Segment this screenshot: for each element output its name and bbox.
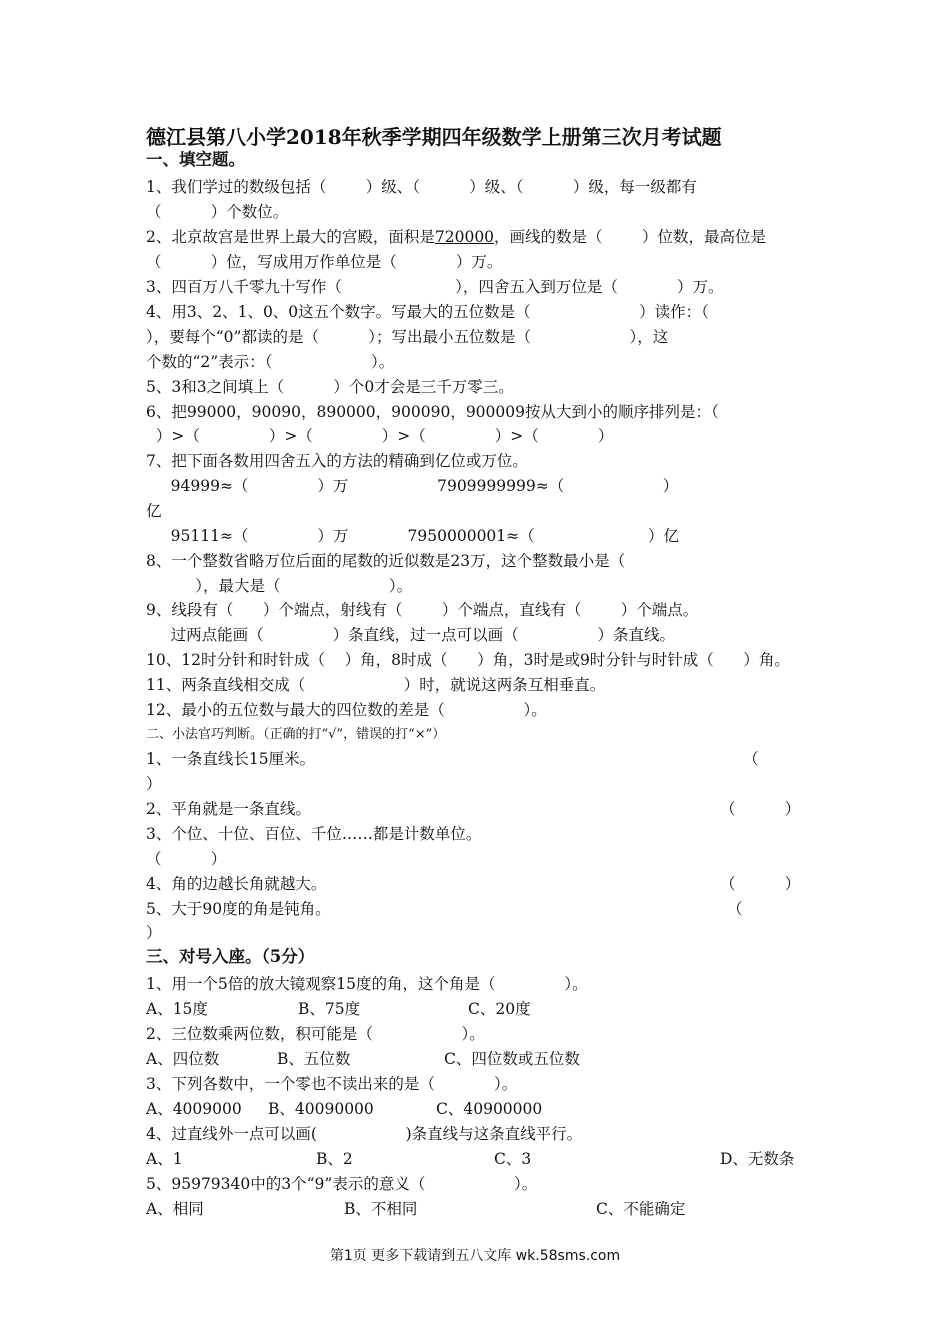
section3-heading: 三、对号入座。（5分） xyxy=(146,947,315,966)
judge-item-1-paren-close: ） xyxy=(146,775,162,793)
judge-item-3-paren: （ ） xyxy=(146,850,227,868)
q7-line1: 7、把下面各数用四舍五入的方法的精确到亿位或万位。 xyxy=(146,452,528,470)
q2-line1 xyxy=(146,227,766,247)
q10-line: 10、12时分针和时针成（ ）角，8时成（ ）角，3时是或9时分针与时针成（ ）角。 xyxy=(146,651,790,669)
q9-line2: 过两点能画（ ）条直线，过一点可以画（ ）条直线。 xyxy=(146,626,675,644)
choice-q2: 2、三位数乘两位数，积可能是（ ）。 xyxy=(146,1025,485,1043)
q1-line1: 1、我们学过的数级包括（ ）级、（ ）级、（ ）级，每一级都有 xyxy=(146,178,697,196)
q7-line4: 95111≈（ ）万 7950000001≈（ ）亿 xyxy=(146,527,679,545)
section1-heading: 一、填空题。 xyxy=(146,150,245,169)
judge-item-1: 1、一条直线长15厘米。 xyxy=(146,750,316,768)
choice-q5: 5、95979340中的3个“9”表示的意义（ ）。 xyxy=(146,1175,538,1193)
choice-q5-option-a: A、相同 xyxy=(146,1200,204,1218)
q4-line3: 个数的“2”表示：（ ）。 xyxy=(146,353,395,371)
judge-item-4-paren: （ ） xyxy=(720,875,801,893)
choice-q1-option-c: C、20度 xyxy=(468,1000,531,1018)
page-footer: 第1页 更多下载请到五八文库 wk.58sms.com xyxy=(329,1248,621,1264)
choice-q4-option-c: C、3 xyxy=(494,1150,532,1168)
choice-q3: 3、下列各数中，一个零也不读出来的是（ ）。 xyxy=(146,1075,518,1093)
choice-q3-option-a: A、4009000 xyxy=(146,1100,242,1118)
q12-line: 12、最小的五位数与最大的四位数的差是（ ）。 xyxy=(146,701,547,719)
judge-item-5-paren-open: （ xyxy=(727,900,743,918)
choice-q1-option-b: B、75度 xyxy=(298,1000,361,1018)
q1-line2: （ ）个数位。 xyxy=(146,203,289,221)
exam-title: 德江县第八小学2018年秋季学期四年级数学上册第三次月考试题 xyxy=(146,125,722,149)
judge-item-2: 2、平角就是一条直线。 xyxy=(146,800,311,818)
q8-line2: ），最大是（ ）。 xyxy=(146,577,413,595)
choice-q4-option-a: A、1 xyxy=(146,1150,183,1168)
q2-underlined-number: 720000 xyxy=(434,228,495,246)
q9-line1: 9、线段有（ ）个端点，射线有（ ）个端点，直线有（ ）个端点。 xyxy=(146,601,699,619)
q7-line3: 亿 xyxy=(146,502,162,520)
section2-heading: 二、小法官巧判断。（正确的打“√”，错误的打“×”） xyxy=(146,727,446,742)
q2-text-a: 2、北京故宫是世界上最大的宫殿，面积是 xyxy=(146,228,435,246)
q2-text-b: ，画线的数是（ ）位数，最高位是 xyxy=(494,228,766,246)
q4-line2: ），要每个“0”都读的是（ ）；写出最小五位数是（ ），这 xyxy=(146,328,669,346)
judge-item-2-paren: （ ） xyxy=(720,800,801,818)
choice-q3-option-c: C、40900000 xyxy=(436,1100,543,1118)
q2-line2: （ ）位，写成用万作单位是（ ）万。 xyxy=(146,253,503,271)
q6-line1: 6、把99000，90090，890000，900090，900009按从大到小的顺序排列是：（ xyxy=(146,403,719,421)
judge-item-3: 3、个位、十位、百位、千位……都是计数单位。 xyxy=(146,825,482,843)
choice-q4-option-b: B、2 xyxy=(316,1150,353,1168)
q7-line2: 94999≈（ ）万 7909999999≈（ ） xyxy=(146,477,679,495)
judge-item-5: 5、大于90度的角是钝角。 xyxy=(146,900,331,918)
choice-q1-option-a: A、15度 xyxy=(146,1000,208,1018)
choice-q2-option-a: A、四位数 xyxy=(146,1050,220,1068)
q5-line: 5、3和3之间填上（ ）个0才会是三千万零三。 xyxy=(146,378,514,396)
judge-item-5-paren-close: ） xyxy=(146,924,162,942)
q4-line1: 4、用3、2、1、0、0这五个数字。写最大的五位数是（ ）读作：（ xyxy=(146,303,709,321)
q8-line1: 8、一个整数省略万位后面的尾数的近似数是23万，这个整数最小是（ xyxy=(146,552,626,570)
choice-q2-option-b: B、五位数 xyxy=(277,1050,351,1068)
judge-item-4: 4、角的边越长角就越大。 xyxy=(146,875,327,893)
judge-item-1-paren-open: （ xyxy=(743,750,759,768)
q6-line2: ）>（ ）>（ ）>（ ）>（ ） xyxy=(146,427,614,445)
choice-q5-option-b: B、不相同 xyxy=(344,1200,418,1218)
choice-q5-option-c: C、不能确定 xyxy=(596,1200,686,1218)
q3-line: 3、四百万八千零九十写作（ ），四舍五入到万位是（ ）万。 xyxy=(146,278,724,296)
q11-line: 11、两条直线相交成（ ）时，就说这两条互相垂直。 xyxy=(146,676,606,694)
choice-q2-option-c: C、四位数或五位数 xyxy=(444,1050,580,1068)
choice-q1: 1、用一个5倍的放大镜观察15度的角，这个角是（ ）。 xyxy=(146,975,588,993)
choice-q4-option-d: D、无数条 xyxy=(720,1150,795,1168)
choice-q4: 4、过直线外一点可以画( )条直线与这条直线平行。 xyxy=(146,1125,583,1143)
choice-q3-option-b: B、40090000 xyxy=(268,1100,374,1118)
